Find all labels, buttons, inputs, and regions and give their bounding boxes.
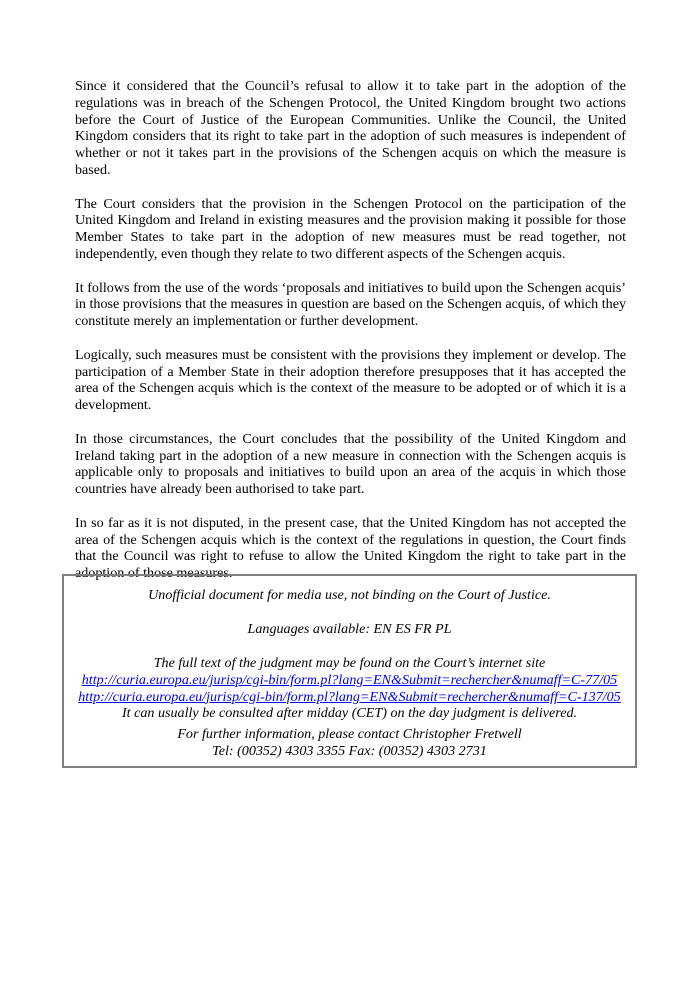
paragraph-consistency: Logically, such measures must be consistent with the provisions they implement or develop. The participation of a Member State in their adoption therefore presupposes that it has accepted the area of the Schengen acquis which is the context of the measure to be adopted or of which it is a development. [75, 346, 626, 414]
paragraph-protocol-provisions: The Court considers that the provision in the Schengen Protocol on the participation of the United Kingdom and Ireland in existing measures and the provision making it possible for those Member States to take part in the adoption of new measures must be read together, not independently, even though they relate to two different aspects of the Schengen acquis. [75, 195, 626, 262]
disclaimer-text: Unofficial document for media use, not binding on the Court of Justice. [148, 587, 551, 603]
consult-note: It can usually be consulted after midday (CET) on the day judgment is delivered. [121, 705, 578, 722]
paragraph-court-conclusion: In those circumstances, the Court concludes that the possibility of the United Kingdom and Ireland taking part in the adoption of a new measure in connection with the Schengen acquis is applicable only to proposals and initiatives to build upon an area of the acquis in which those countries have already been authorised to take part. [75, 430, 626, 498]
contact-text: For further information, please contact Christopher Fretwell [177, 726, 522, 742]
document-body [75, 78, 626, 599]
phone-fax-text: Tel: (00352) 4303 3355 Fax: (00352) 4303 2731 [212, 742, 487, 759]
paragraph-court-finding: In so far as it is not disputed, in the present case, that the United Kingdom has not accepted the area of the Schengen acquis which is the context of the regulations in question, the Court finds that the Council was right to refuse to allow the United Kingdom the right to take part in the adoption of those measures. [75, 514, 626, 582]
judgment-link-c-77-05[interactable]: http://curia.europa.eu/jurisp/cgi-bin/form.pl?lang=EN&Submit=rechercher&numaff=C-77/05 [81, 671, 618, 688]
paragraph-actions-brought: Since it considered that the Council’s refusal to allow it to take part in the adoption of the regulations was in breach of the Schengen Protocol, the United Kingdom brought two actions before the Court of Justice of the European Communities. Unlike the Council, the United Kingdom considers that its right to take part in the adoption of such measures is independent of whether or not it takes part in the provisions of the Schengen acquis on which the measure is based. [75, 78, 626, 178]
press-notice-box [62, 574, 637, 768]
full-text-intro: The full text of the judgment may be found on the Court’s internet site [153, 655, 546, 671]
languages-text: Languages available: EN ES FR PL [247, 621, 452, 637]
judgment-link-c-137-05[interactable]: http://curia.europa.eu/jurisp/cgi-bin/form.pl?lang=EN&Submit=rechercher&numaff=C-137/05 [78, 688, 621, 705]
paragraph-build-upon-acquis: It follows from the use of the words ‘proposals and initiatives to build upon the Schengen acquis’ in those provisions that the measures in question are based on the Schengen acquis, of which they constitute merely an implementation or further development. [75, 279, 626, 330]
